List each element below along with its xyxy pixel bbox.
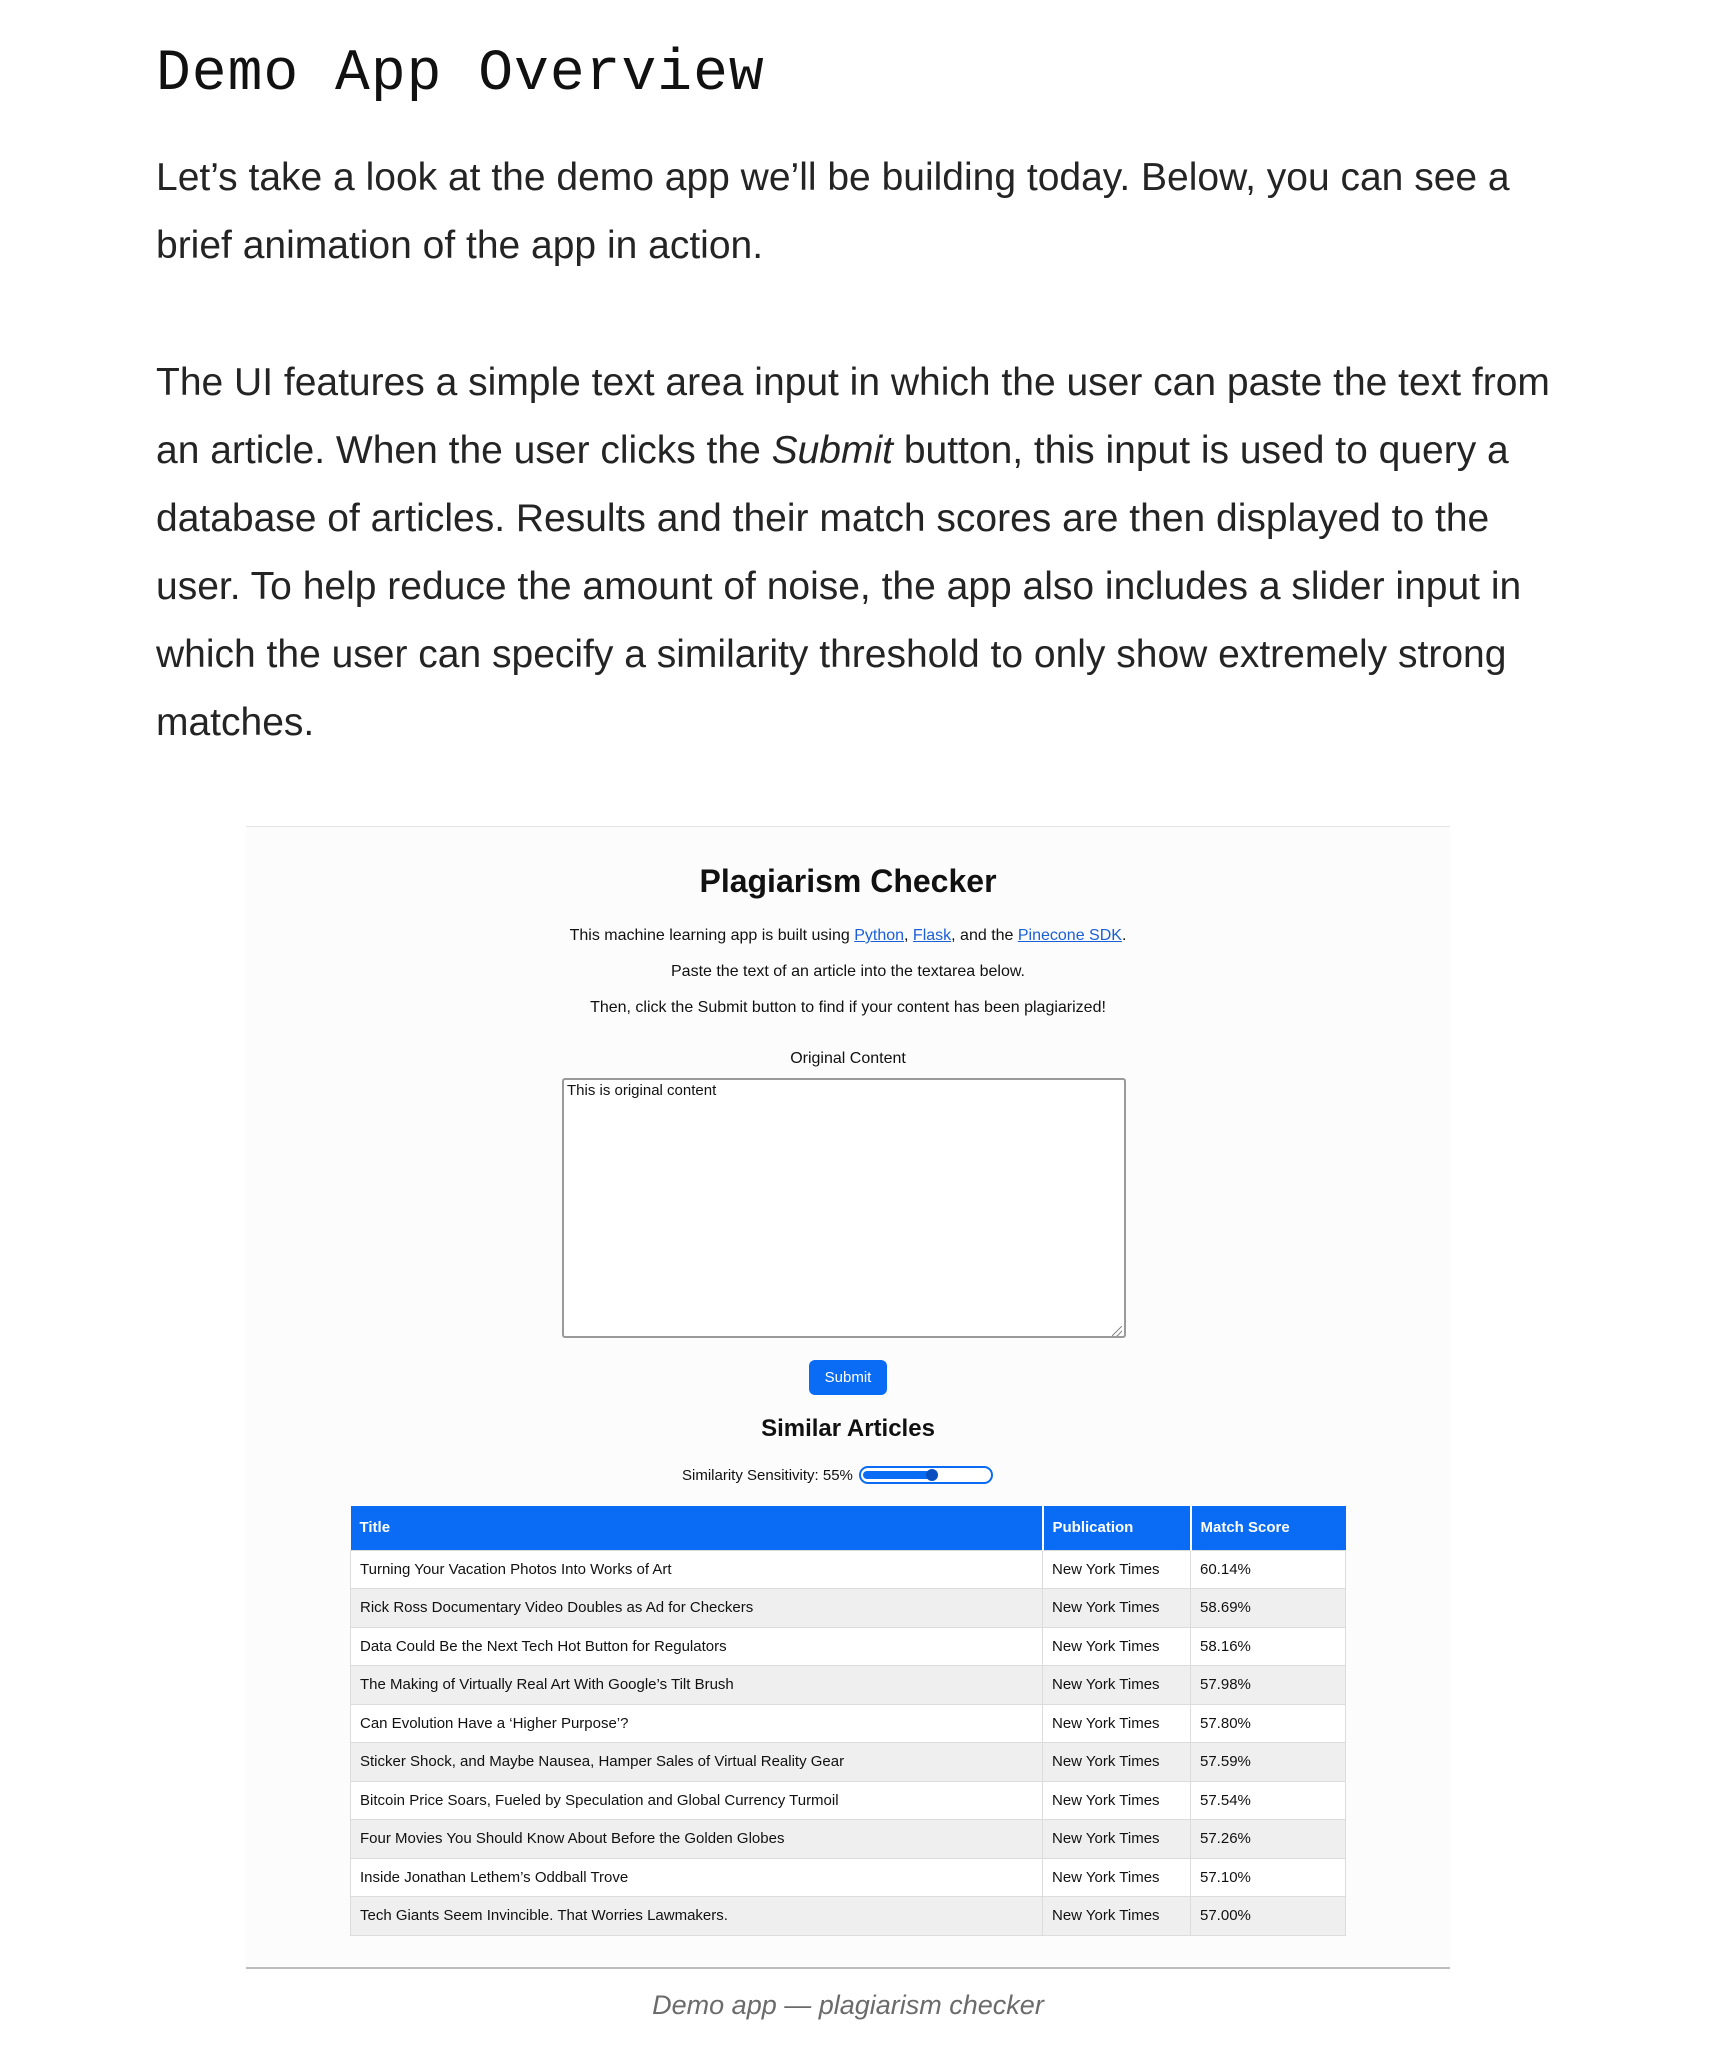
match-score-cell: 58.16%	[1191, 1627, 1346, 1666]
description-paragraph	[156, 349, 1576, 757]
publication-cell: New York Times	[1043, 1897, 1191, 1936]
article-title-cell: Tech Giants Seem Invincible. That Worries Lawmakers.	[351, 1897, 1043, 1936]
table-row	[351, 1820, 1346, 1859]
publication-cell: New York Times	[1043, 1820, 1191, 1859]
intro-paragraph: Let’s take a look at the demo app we’ll be building today. Below, you can see a brief animation of the app in action.	[156, 156, 1510, 267]
similarity-slider[interactable]	[859, 1466, 993, 1484]
article-title-cell: Four Movies You Should Know About Before the Golden Globes	[351, 1820, 1043, 1859]
match-score-cell: 57.80%	[1191, 1704, 1346, 1743]
pinecone-sdk-link[interactable]: Pinecone SDK	[1017, 927, 1122, 944]
article-title-cell: Rick Ross Documentary Video Doubles as Ad for Checkers	[351, 1589, 1043, 1628]
table-row	[351, 1550, 1346, 1589]
app-submit-instruction: Then, click the Submit button to find if your content has been plagiarized!	[590, 999, 1106, 1016]
column-header-title[interactable]: Title	[351, 1506, 1043, 1550]
intro-suffix: .	[1121, 927, 1127, 944]
publication-cell: New York Times	[1043, 1858, 1191, 1897]
match-score-cell: 57.00%	[1191, 1897, 1346, 1936]
article-title-cell: Can Evolution Have a ‘Higher Purpose’?	[351, 1704, 1043, 1743]
publication-cell: New York Times	[1043, 1781, 1191, 1820]
table-row	[351, 1897, 1346, 1936]
submit-emphasis: Submit	[771, 429, 893, 472]
python-link[interactable]: Python	[854, 927, 905, 944]
publication-cell: New York Times	[1043, 1550, 1191, 1589]
publication-cell: New York Times	[1043, 1666, 1191, 1705]
similar-articles-title: Similar Articles	[761, 1415, 935, 1442]
similarity-slider-row	[682, 1463, 993, 1487]
submit-button[interactable]: Submit	[809, 1360, 887, 1395]
section-heading: Demo App Overview	[156, 42, 765, 107]
article-title-cell: Turning Your Vacation Photos Into Works of Art	[351, 1550, 1043, 1589]
article-title-cell: Inside Jonathan Lethem’s Oddball Trove	[351, 1858, 1043, 1897]
description-text-start: The UI features a simple text area input in which the user can paste the text from an article. When the user clicks the	[156, 361, 1550, 472]
slider-thumb[interactable]	[926, 1469, 938, 1481]
app-intro-line	[246, 927, 1450, 945]
flask-link[interactable]: Flask	[912, 927, 952, 944]
intro-prefix: This machine learning app is built using	[569, 927, 855, 944]
app-instruction-line: Paste the text of an article into the textarea below.	[671, 963, 1025, 980]
table-row	[351, 1704, 1346, 1743]
intro-separator-2: , and the	[951, 927, 1018, 944]
table-row	[351, 1627, 1346, 1666]
match-score-cell: 57.10%	[1191, 1858, 1346, 1897]
table-row	[351, 1589, 1346, 1628]
table-row	[351, 1666, 1346, 1705]
column-header-match-score[interactable]: Match Score	[1191, 1506, 1346, 1550]
match-score-cell: 57.54%	[1191, 1781, 1346, 1820]
publication-cell: New York Times	[1043, 1704, 1191, 1743]
article-title-cell: Bitcoin Price Soars, Fueled by Speculation and Global Currency Turmoil	[351, 1781, 1043, 1820]
publication-cell: New York Times	[1043, 1627, 1191, 1666]
match-score-cell: 60.14%	[1191, 1550, 1346, 1589]
textarea-resize-handle[interactable]	[1112, 1326, 1122, 1336]
publication-cell: New York Times	[1043, 1743, 1191, 1782]
slider-fill	[863, 1471, 932, 1479]
article-title-cell: Sticker Shock, and Maybe Nausea, Hamper Sales of Virtual Reality Gear	[351, 1743, 1043, 1782]
match-score-cell: 58.69%	[1191, 1589, 1346, 1628]
app-title: Plagiarism Checker	[699, 863, 997, 899]
match-score-cell: 57.59%	[1191, 1743, 1346, 1782]
publication-cell: New York Times	[1043, 1589, 1191, 1628]
article-title-cell: The Making of Virtually Real Art With Google’s Tilt Brush	[351, 1666, 1043, 1705]
intro-separator-1: ,	[904, 927, 913, 944]
demo-app-figure	[246, 826, 1450, 1969]
table-row	[351, 1743, 1346, 1782]
original-content-textarea[interactable]	[562, 1078, 1126, 1338]
table-row	[351, 1781, 1346, 1820]
table-row	[351, 1858, 1346, 1897]
match-score-cell: 57.98%	[1191, 1666, 1346, 1705]
figure-caption: Demo app — plagiarism checker	[652, 1990, 1044, 2020]
similar-articles-table	[350, 1506, 1346, 1936]
match-score-cell: 57.26%	[1191, 1820, 1346, 1859]
description-text-end: button, this input is used to query a database of articles. Results and their match scores are then displayed to the user. To help reduce the amount of noise, the app also includes a slider input in which the user can specify a similarity threshold to only show extremely strong matches.	[156, 429, 1522, 744]
column-header-publication[interactable]: Publication	[1043, 1506, 1191, 1550]
table-header-row	[351, 1506, 1346, 1550]
original-content-label: Original Content	[790, 1050, 906, 1067]
article-title-cell: Data Could Be the Next Tech Hot Button for Regulators	[351, 1627, 1043, 1666]
similarity-sensitivity-label: Similarity Sensitivity: 55%	[682, 1466, 853, 1484]
